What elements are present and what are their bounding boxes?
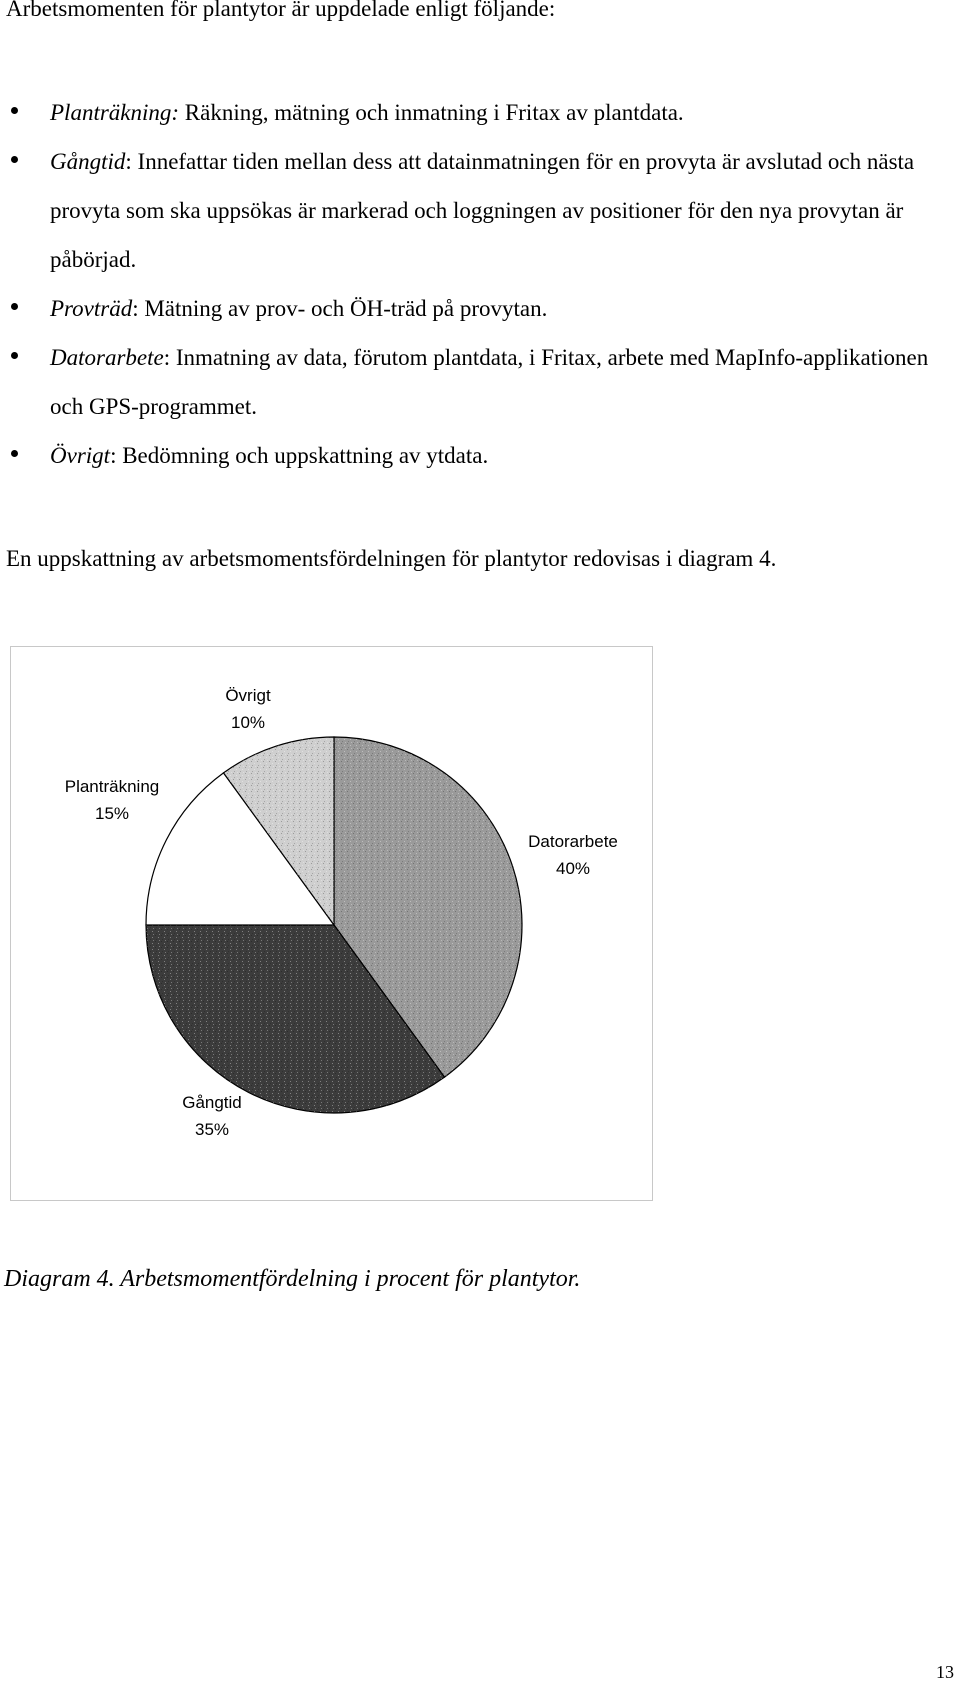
page-number: 13 bbox=[936, 1662, 954, 1682]
bullet-dot-icon bbox=[11, 450, 18, 457]
intro-text: Arbetsmomenten för plantytor är uppdelade enligt följande: bbox=[6, 0, 556, 21]
bullet-lead: Datorarbete bbox=[50, 345, 164, 370]
pie-chart bbox=[11, 647, 652, 1200]
bullet-item bbox=[0, 88, 960, 137]
bullet-text: : Inmatning av data, förutom plantdata, i Fritax, arbete med MapInfo-applikationen och GPS-programmet. bbox=[50, 345, 929, 419]
bullet-item bbox=[0, 333, 960, 431]
bullet-dot-icon bbox=[11, 107, 18, 114]
pie-category-label: Datorarbete bbox=[528, 832, 618, 851]
bullet-item bbox=[0, 431, 960, 480]
pie-value-label: 15% bbox=[94, 804, 130, 823]
bullet-list bbox=[0, 88, 960, 480]
bullet-dot-icon bbox=[11, 156, 18, 163]
bullet-item bbox=[0, 137, 960, 284]
pie-category-label: Övrigt bbox=[225, 686, 271, 705]
summary-text: En uppskattning av arbetsmomentsfördelningen för plantytor redovisas i diagram 4. bbox=[6, 546, 777, 571]
diagram-caption: Diagram 4. Arbetsmomentfördelning i procent för plantytor. bbox=[4, 1266, 581, 1292]
pie-category-label: Gångtid bbox=[182, 1093, 242, 1112]
pie-value-label: 10% bbox=[230, 713, 266, 732]
bullet-text: : Mätning av prov- och ÖH-träd på provytan. bbox=[132, 296, 548, 321]
bullet-text: : Bedömning och uppskattning av ytdata. bbox=[110, 443, 489, 468]
bullet-dot-icon bbox=[11, 352, 18, 359]
bullet-item bbox=[0, 284, 960, 333]
pie-chart-frame bbox=[10, 646, 653, 1201]
pie-value-label: 40% bbox=[555, 859, 591, 878]
bullet-lead: Övrigt bbox=[50, 443, 111, 468]
bullet-text: : Innefattar tiden mellan dess att datainmatningen för en provyta är avslutad och nästa provyta som ska uppsökas är markerad och loggningen av positioner för den nya provytan är påbörjad. bbox=[50, 149, 915, 272]
bullet-lead: Provträd bbox=[50, 296, 133, 321]
pie-value-label: 35% bbox=[194, 1120, 230, 1139]
pie-category-label: Planträkning bbox=[64, 777, 160, 796]
bullet-lead: Planträkning: bbox=[50, 100, 180, 125]
bullet-lead: Gångtid bbox=[50, 149, 126, 174]
bullet-text: Räkning, mätning och inmatning i Fritax av plantdata. bbox=[179, 100, 684, 125]
bullet-dot-icon bbox=[11, 303, 18, 310]
